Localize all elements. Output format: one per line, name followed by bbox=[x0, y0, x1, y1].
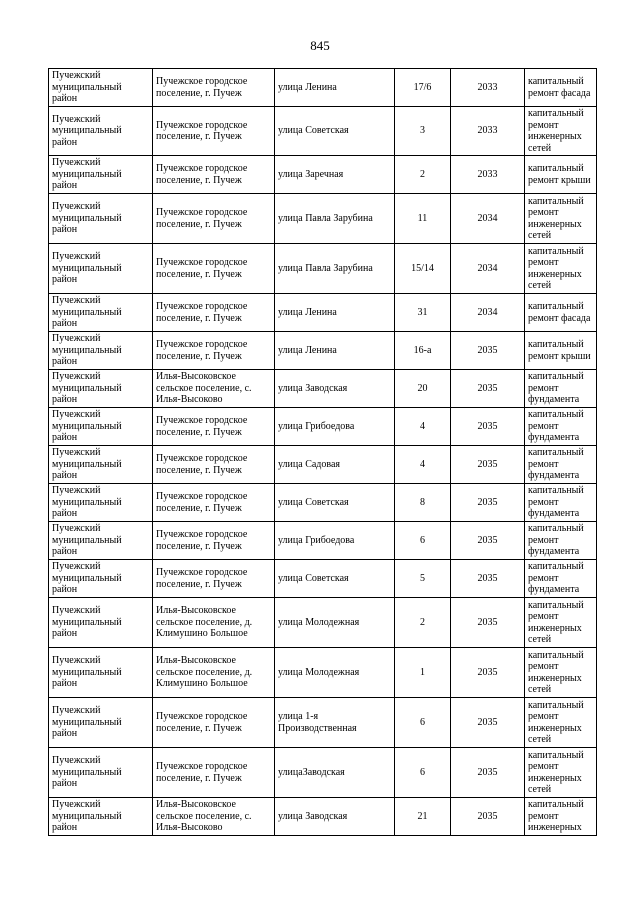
district-cell: Пучежский муниципальный район bbox=[49, 598, 153, 648]
table-row bbox=[49, 332, 597, 370]
table-row bbox=[49, 522, 597, 560]
table-row bbox=[49, 798, 597, 836]
work-type-cell: капитальный ремонт фундамента bbox=[525, 370, 597, 408]
settlement-cell: Пучежское городское поселение, г. Пучеж bbox=[153, 244, 275, 294]
street-cell: улица Ленина bbox=[275, 69, 395, 107]
settlement-cell: Пучежское городское поселение, г. Пучеж bbox=[153, 332, 275, 370]
settlement-cell: Илья-Высоковское сельское поселение, с. Илья-Высоково bbox=[153, 370, 275, 408]
house-number-cell: 17/6 bbox=[395, 69, 451, 107]
settlement-cell: Илья-Высоковское сельское поселение, д. Климушино Большое bbox=[153, 598, 275, 648]
year-cell: 2035 bbox=[451, 446, 525, 484]
year-cell: 2034 bbox=[451, 244, 525, 294]
house-number-cell: 31 bbox=[395, 294, 451, 332]
table-row bbox=[49, 370, 597, 408]
work-type-cell: капитальный ремонт фундамента bbox=[525, 484, 597, 522]
house-number-cell: 2 bbox=[395, 156, 451, 194]
district-cell: Пучежский муниципальный район bbox=[49, 332, 153, 370]
work-type-cell: капитальный ремонт крыши bbox=[525, 332, 597, 370]
house-number-cell: 11 bbox=[395, 194, 451, 244]
year-cell: 2034 bbox=[451, 194, 525, 244]
work-type-cell: капитальный ремонт инженерных сетей bbox=[525, 598, 597, 648]
house-number-cell: 3 bbox=[395, 107, 451, 156]
settlement-cell: Пучежское городское поселение, г. Пучеж bbox=[153, 408, 275, 446]
repair-schedule-table bbox=[48, 68, 597, 836]
house-number-cell: 2 bbox=[395, 598, 451, 648]
settlement-cell: Пучежское городское поселение, г. Пучеж bbox=[153, 69, 275, 107]
settlement-cell: Пучежское городское поселение, г. Пучеж bbox=[153, 698, 275, 748]
district-cell: Пучежский муниципальный район bbox=[49, 294, 153, 332]
street-cell: улица Молодежная bbox=[275, 648, 395, 698]
street-cell: улица Павла Зарубина bbox=[275, 194, 395, 244]
district-cell: Пучежский муниципальный район bbox=[49, 560, 153, 598]
table-row bbox=[49, 194, 597, 244]
street-cell: улица Ленина bbox=[275, 294, 395, 332]
settlement-cell: Илья-Высоковское сельское поселение, д. Климушино Большое bbox=[153, 648, 275, 698]
street-cell: улицаЗаводская bbox=[275, 748, 395, 798]
year-cell: 2034 bbox=[451, 294, 525, 332]
house-number-cell: 21 bbox=[395, 798, 451, 836]
street-cell: улица Советская bbox=[275, 560, 395, 598]
work-type-cell: капитальный ремонт инженерных сетей bbox=[525, 698, 597, 748]
settlement-cell: Пучежское городское поселение, г. Пучеж bbox=[153, 560, 275, 598]
work-type-cell: капитальный ремонт фундамента bbox=[525, 560, 597, 598]
district-cell: Пучежский муниципальный район bbox=[49, 648, 153, 698]
settlement-cell: Пучежское городское поселение, г. Пучеж bbox=[153, 294, 275, 332]
district-cell: Пучежский муниципальный район bbox=[49, 522, 153, 560]
house-number-cell: 15/14 bbox=[395, 244, 451, 294]
year-cell: 2033 bbox=[451, 107, 525, 156]
street-cell: улица Грибоедова bbox=[275, 408, 395, 446]
table-row bbox=[49, 156, 597, 194]
table-row bbox=[49, 446, 597, 484]
page-number: 845 bbox=[310, 38, 330, 53]
street-cell: улица 1-я Производственная bbox=[275, 698, 395, 748]
settlement-cell: Илья-Высоковское сельское поселение, с. Илья-Высоково bbox=[153, 798, 275, 836]
house-number-cell: 6 bbox=[395, 748, 451, 798]
work-type-text: капитальный ремонт инженерных bbox=[528, 799, 584, 834]
table-row bbox=[49, 408, 597, 446]
table-row bbox=[49, 69, 597, 107]
settlement-cell: Пучежское городское поселение, г. Пучеж bbox=[153, 156, 275, 194]
settlement-cell: Пучежское городское поселение, г. Пучеж bbox=[153, 446, 275, 484]
street-cell: улица Садовая bbox=[275, 446, 395, 484]
work-type-cell: капитальный ремонт фасада bbox=[525, 294, 597, 332]
work-type-cell: капитальный ремонт инженерных сетей bbox=[525, 648, 597, 698]
year-cell: 2035 bbox=[451, 698, 525, 748]
table-row bbox=[49, 294, 597, 332]
year-cell: 2035 bbox=[451, 332, 525, 370]
year-cell: 2035 bbox=[451, 370, 525, 408]
table-row bbox=[49, 484, 597, 522]
table-body bbox=[49, 69, 597, 836]
table-row bbox=[49, 748, 597, 798]
house-number-cell: 8 bbox=[395, 484, 451, 522]
year-cell: 2035 bbox=[451, 648, 525, 698]
street-cell: улица Грибоедова bbox=[275, 522, 395, 560]
district-cell: Пучежский муниципальный район bbox=[49, 748, 153, 798]
street-cell: улица Молодежная bbox=[275, 598, 395, 648]
work-type-cell: капитальный ремонт крыши bbox=[525, 156, 597, 194]
settlement-cell: Пучежское городское поселение, г. Пучеж bbox=[153, 484, 275, 522]
table-row bbox=[49, 698, 597, 748]
house-number-cell: 4 bbox=[395, 446, 451, 484]
table-row bbox=[49, 598, 597, 648]
house-number-cell: 20 bbox=[395, 370, 451, 408]
settlement-cell: Пучежское городское поселение, г. Пучеж bbox=[153, 748, 275, 798]
year-cell: 2033 bbox=[451, 69, 525, 107]
year-cell: 2035 bbox=[451, 484, 525, 522]
work-type-cell: капитальный ремонт фундамента bbox=[525, 522, 597, 560]
year-cell: 2035 bbox=[451, 522, 525, 560]
work-type-cell: капитальный ремонт инженерных сетей bbox=[525, 107, 597, 156]
year-cell: 2033 bbox=[451, 156, 525, 194]
settlement-cell: Пучежское городское поселение, г. Пучеж bbox=[153, 194, 275, 244]
district-cell: Пучежский муниципальный район bbox=[49, 244, 153, 294]
year-cell: 2035 bbox=[451, 798, 525, 836]
street-cell: улица Советская bbox=[275, 107, 395, 156]
house-number-cell: 5 bbox=[395, 560, 451, 598]
district-cell: Пучежский муниципальный район bbox=[49, 408, 153, 446]
district-cell: Пучежский муниципальный район bbox=[49, 370, 153, 408]
street-cell: улица Павла Зарубина bbox=[275, 244, 395, 294]
work-type-cell: капитальный ремонт фасада bbox=[525, 69, 597, 107]
street-cell: улица Заводская bbox=[275, 798, 395, 836]
district-cell: Пучежский муниципальный район bbox=[49, 798, 153, 836]
house-number-cell: 6 bbox=[395, 522, 451, 560]
house-number-cell: 6 bbox=[395, 698, 451, 748]
district-cell: Пучежский муниципальный район bbox=[49, 698, 153, 748]
house-number-cell: 1 bbox=[395, 648, 451, 698]
table-row bbox=[49, 648, 597, 698]
year-cell: 2035 bbox=[451, 560, 525, 598]
district-cell: Пучежский муниципальный район bbox=[49, 194, 153, 244]
district-cell: Пучежский муниципальный район bbox=[49, 446, 153, 484]
year-cell: 2035 bbox=[451, 408, 525, 446]
settlement-cell: Пучежское городское поселение, г. Пучеж bbox=[153, 107, 275, 156]
street-cell: улица Ленина bbox=[275, 332, 395, 370]
work-type-cell: капитальный ремонт инженерных сетей bbox=[525, 748, 597, 798]
district-cell: Пучежский муниципальный район bbox=[49, 156, 153, 194]
work-type-cell: капитальный ремонт инженерных сетей bbox=[525, 244, 597, 294]
house-number-cell: 16-а bbox=[395, 332, 451, 370]
year-cell: 2035 bbox=[451, 598, 525, 648]
table-row bbox=[49, 560, 597, 598]
year-cell: 2035 bbox=[451, 748, 525, 798]
work-type-cell: капитальный ремонт инженерных сетей bbox=[525, 194, 597, 244]
district-cell: Пучежский муниципальный район bbox=[49, 484, 153, 522]
work-type-cell: капитальный ремонт фундамента bbox=[525, 408, 597, 446]
street-cell: улица Советская bbox=[275, 484, 395, 522]
work-type-cell: капитальный ремонт фундамента bbox=[525, 446, 597, 484]
district-cell: Пучежский муниципальный район bbox=[49, 69, 153, 107]
settlement-cell: Пучежское городское поселение, г. Пучеж bbox=[153, 522, 275, 560]
table-row bbox=[49, 244, 597, 294]
work-type-cell bbox=[525, 798, 597, 836]
district-cell: Пучежский муниципальный район bbox=[49, 107, 153, 156]
street-cell: улица Заводская bbox=[275, 370, 395, 408]
street-cell: улица Заречная bbox=[275, 156, 395, 194]
table-row bbox=[49, 107, 597, 156]
house-number-cell: 4 bbox=[395, 408, 451, 446]
